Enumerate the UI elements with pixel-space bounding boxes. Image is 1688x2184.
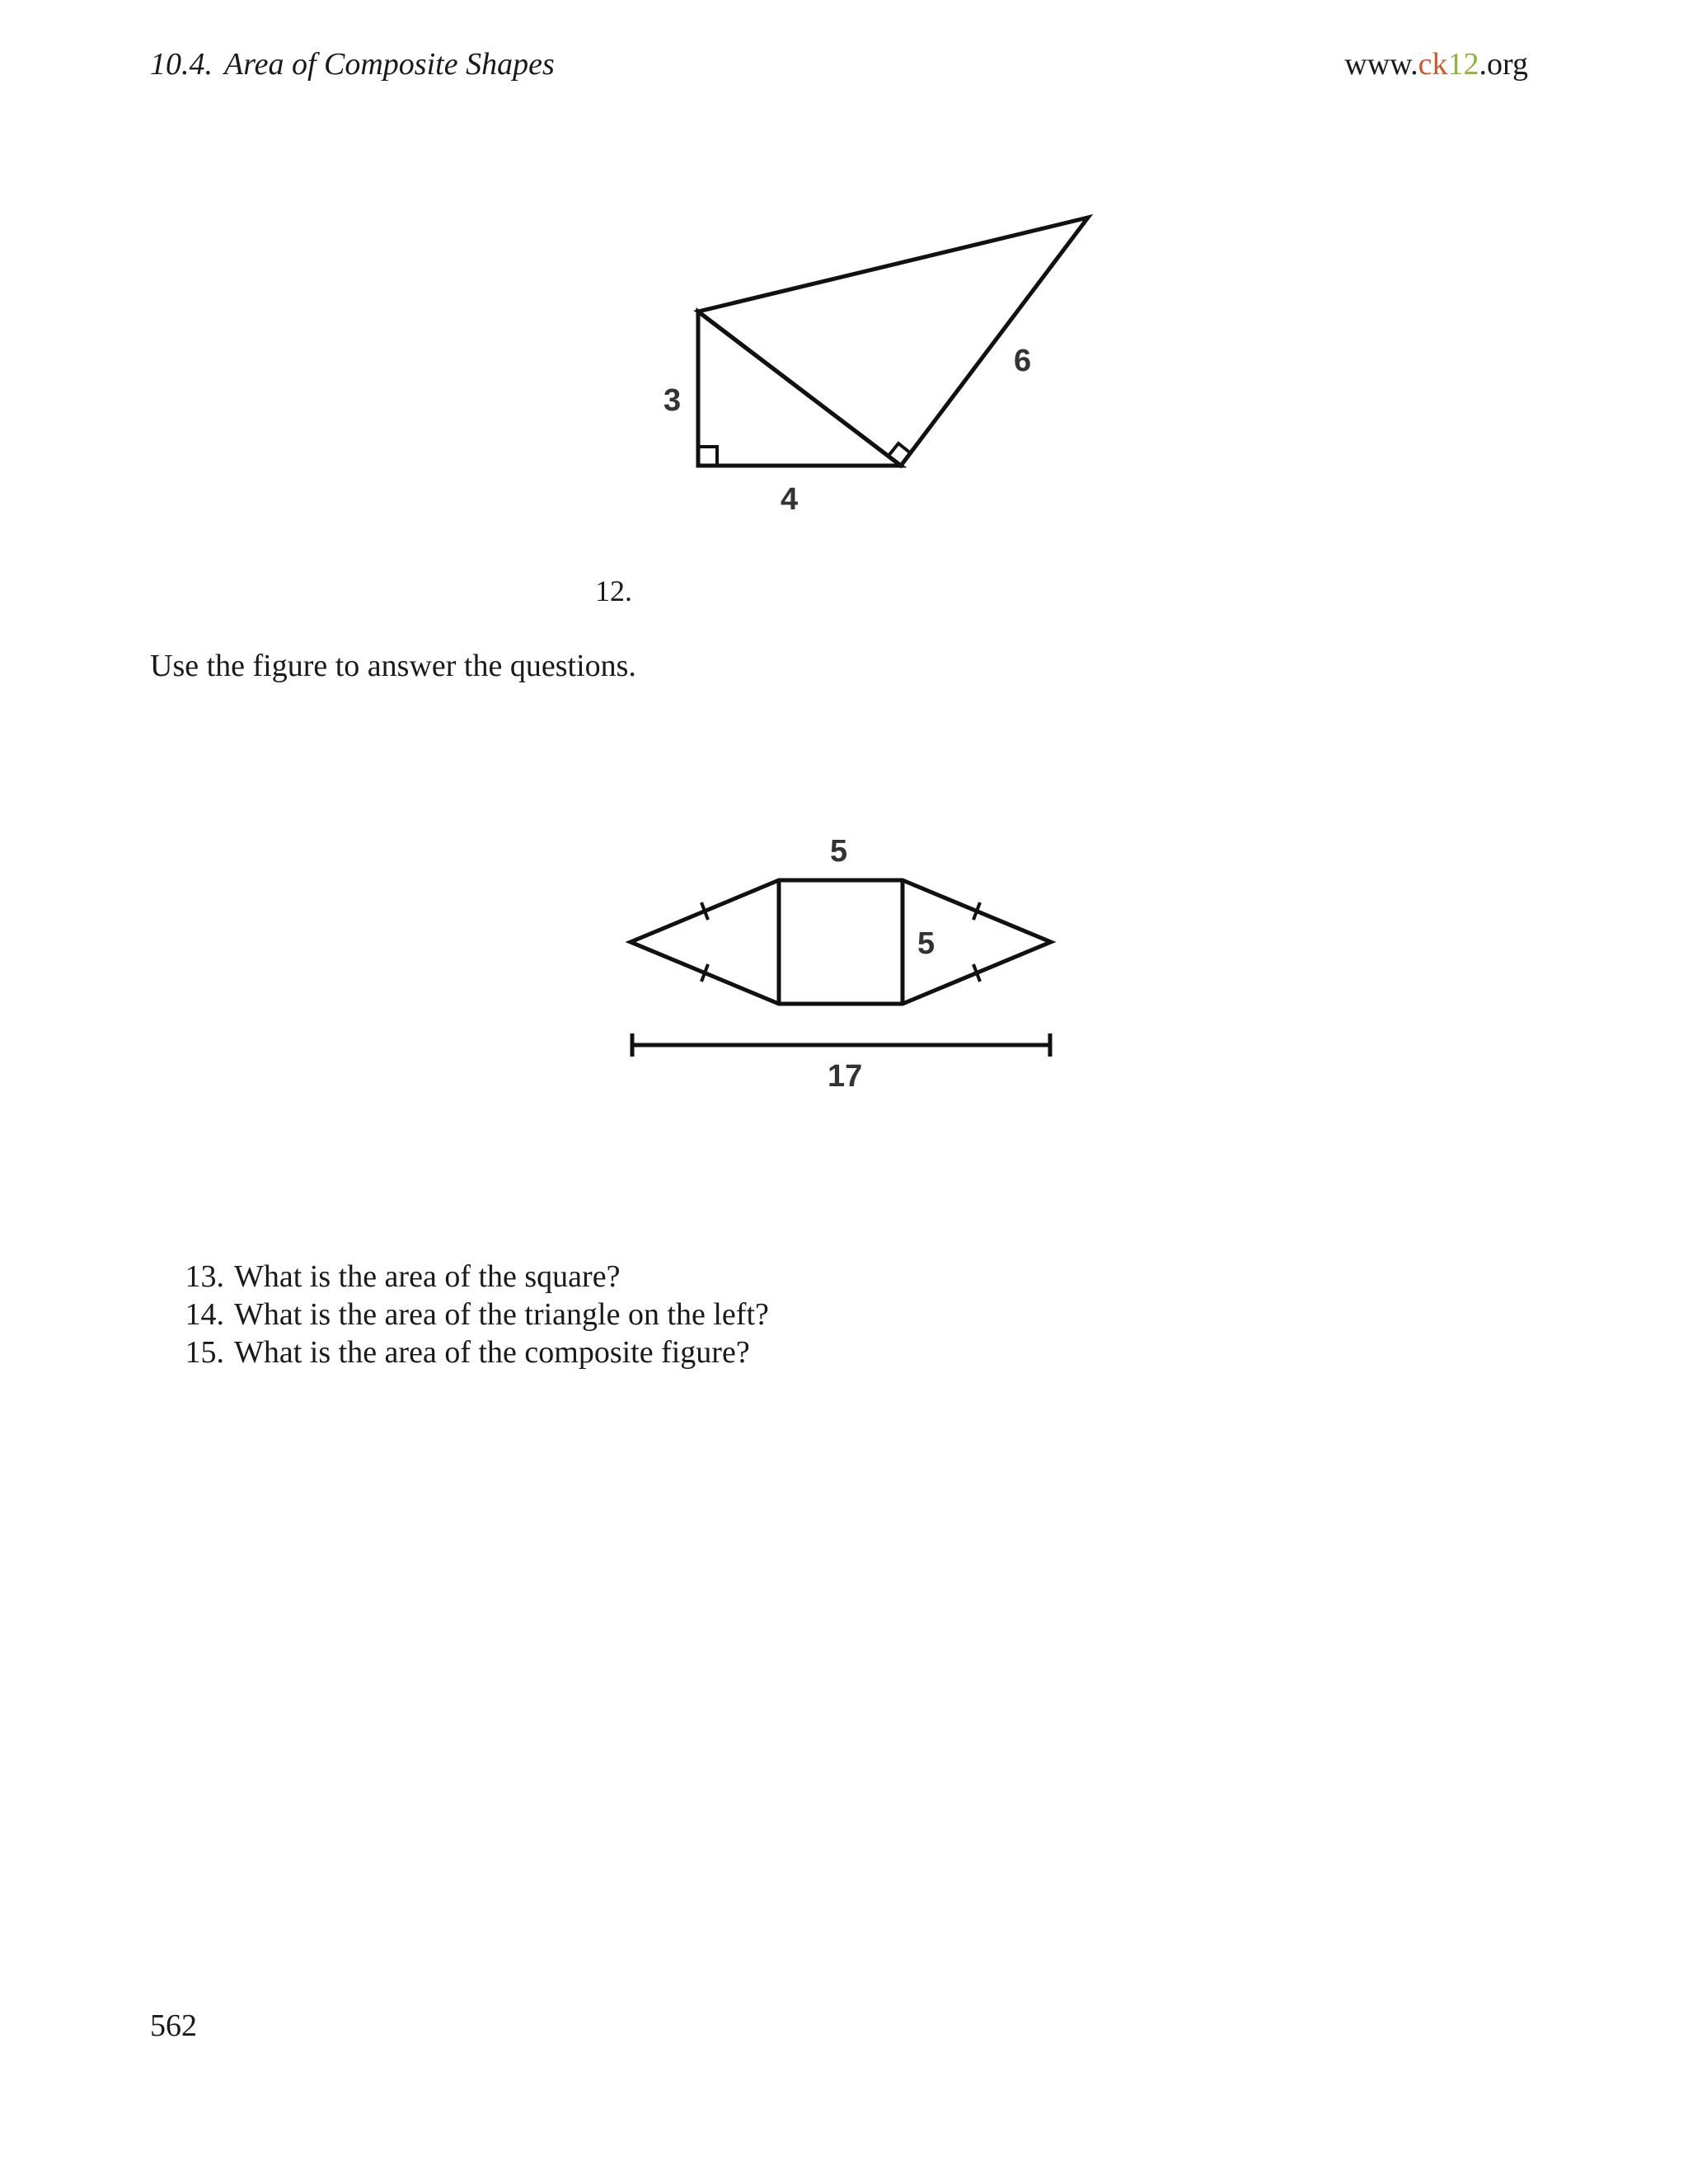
figure-right-triangles [643,206,1104,527]
site-ck: ck [1418,47,1448,82]
question-text: What is the area of the triangle on the left? [234,1297,769,1332]
site-suffix: .org [1479,47,1528,82]
large-triangle-outline [698,218,1088,466]
section-number: 10.4. [150,47,213,82]
composite-outline [631,880,1051,1004]
page-number: 562 [150,2008,197,2043]
question-text: What is the area of the composite figure? [234,1335,750,1370]
label-side-6: 6 [1014,344,1032,378]
problem-number: 12. [595,574,632,607]
list-item [150,1333,769,1371]
question-list [150,1258,769,1371]
question-number: 14. [185,1297,224,1332]
label-side-4: 4 [781,482,799,517]
label-square-side: 5 [917,926,935,961]
site-12: 12 [1447,47,1479,82]
question-text: What is the area of the square? [234,1259,621,1294]
list-item [150,1258,769,1296]
label-square-top: 5 [830,834,848,869]
instruction-text: Use the figure to answer the questions. [150,649,636,683]
list-item [150,1296,769,1333]
question-number: 15. [185,1335,224,1370]
label-side-3: 3 [663,383,682,418]
right-angle-mark-left [698,447,717,466]
section-title: Area of Composite Shapes [224,47,555,82]
figure-composite-square [610,816,1071,1104]
question-number: 13. [185,1259,224,1294]
site-prefix: www. [1344,47,1418,82]
running-header-section [150,46,555,82]
label-total-width: 17 [828,1059,863,1094]
site-url[interactable] [1344,46,1528,82]
